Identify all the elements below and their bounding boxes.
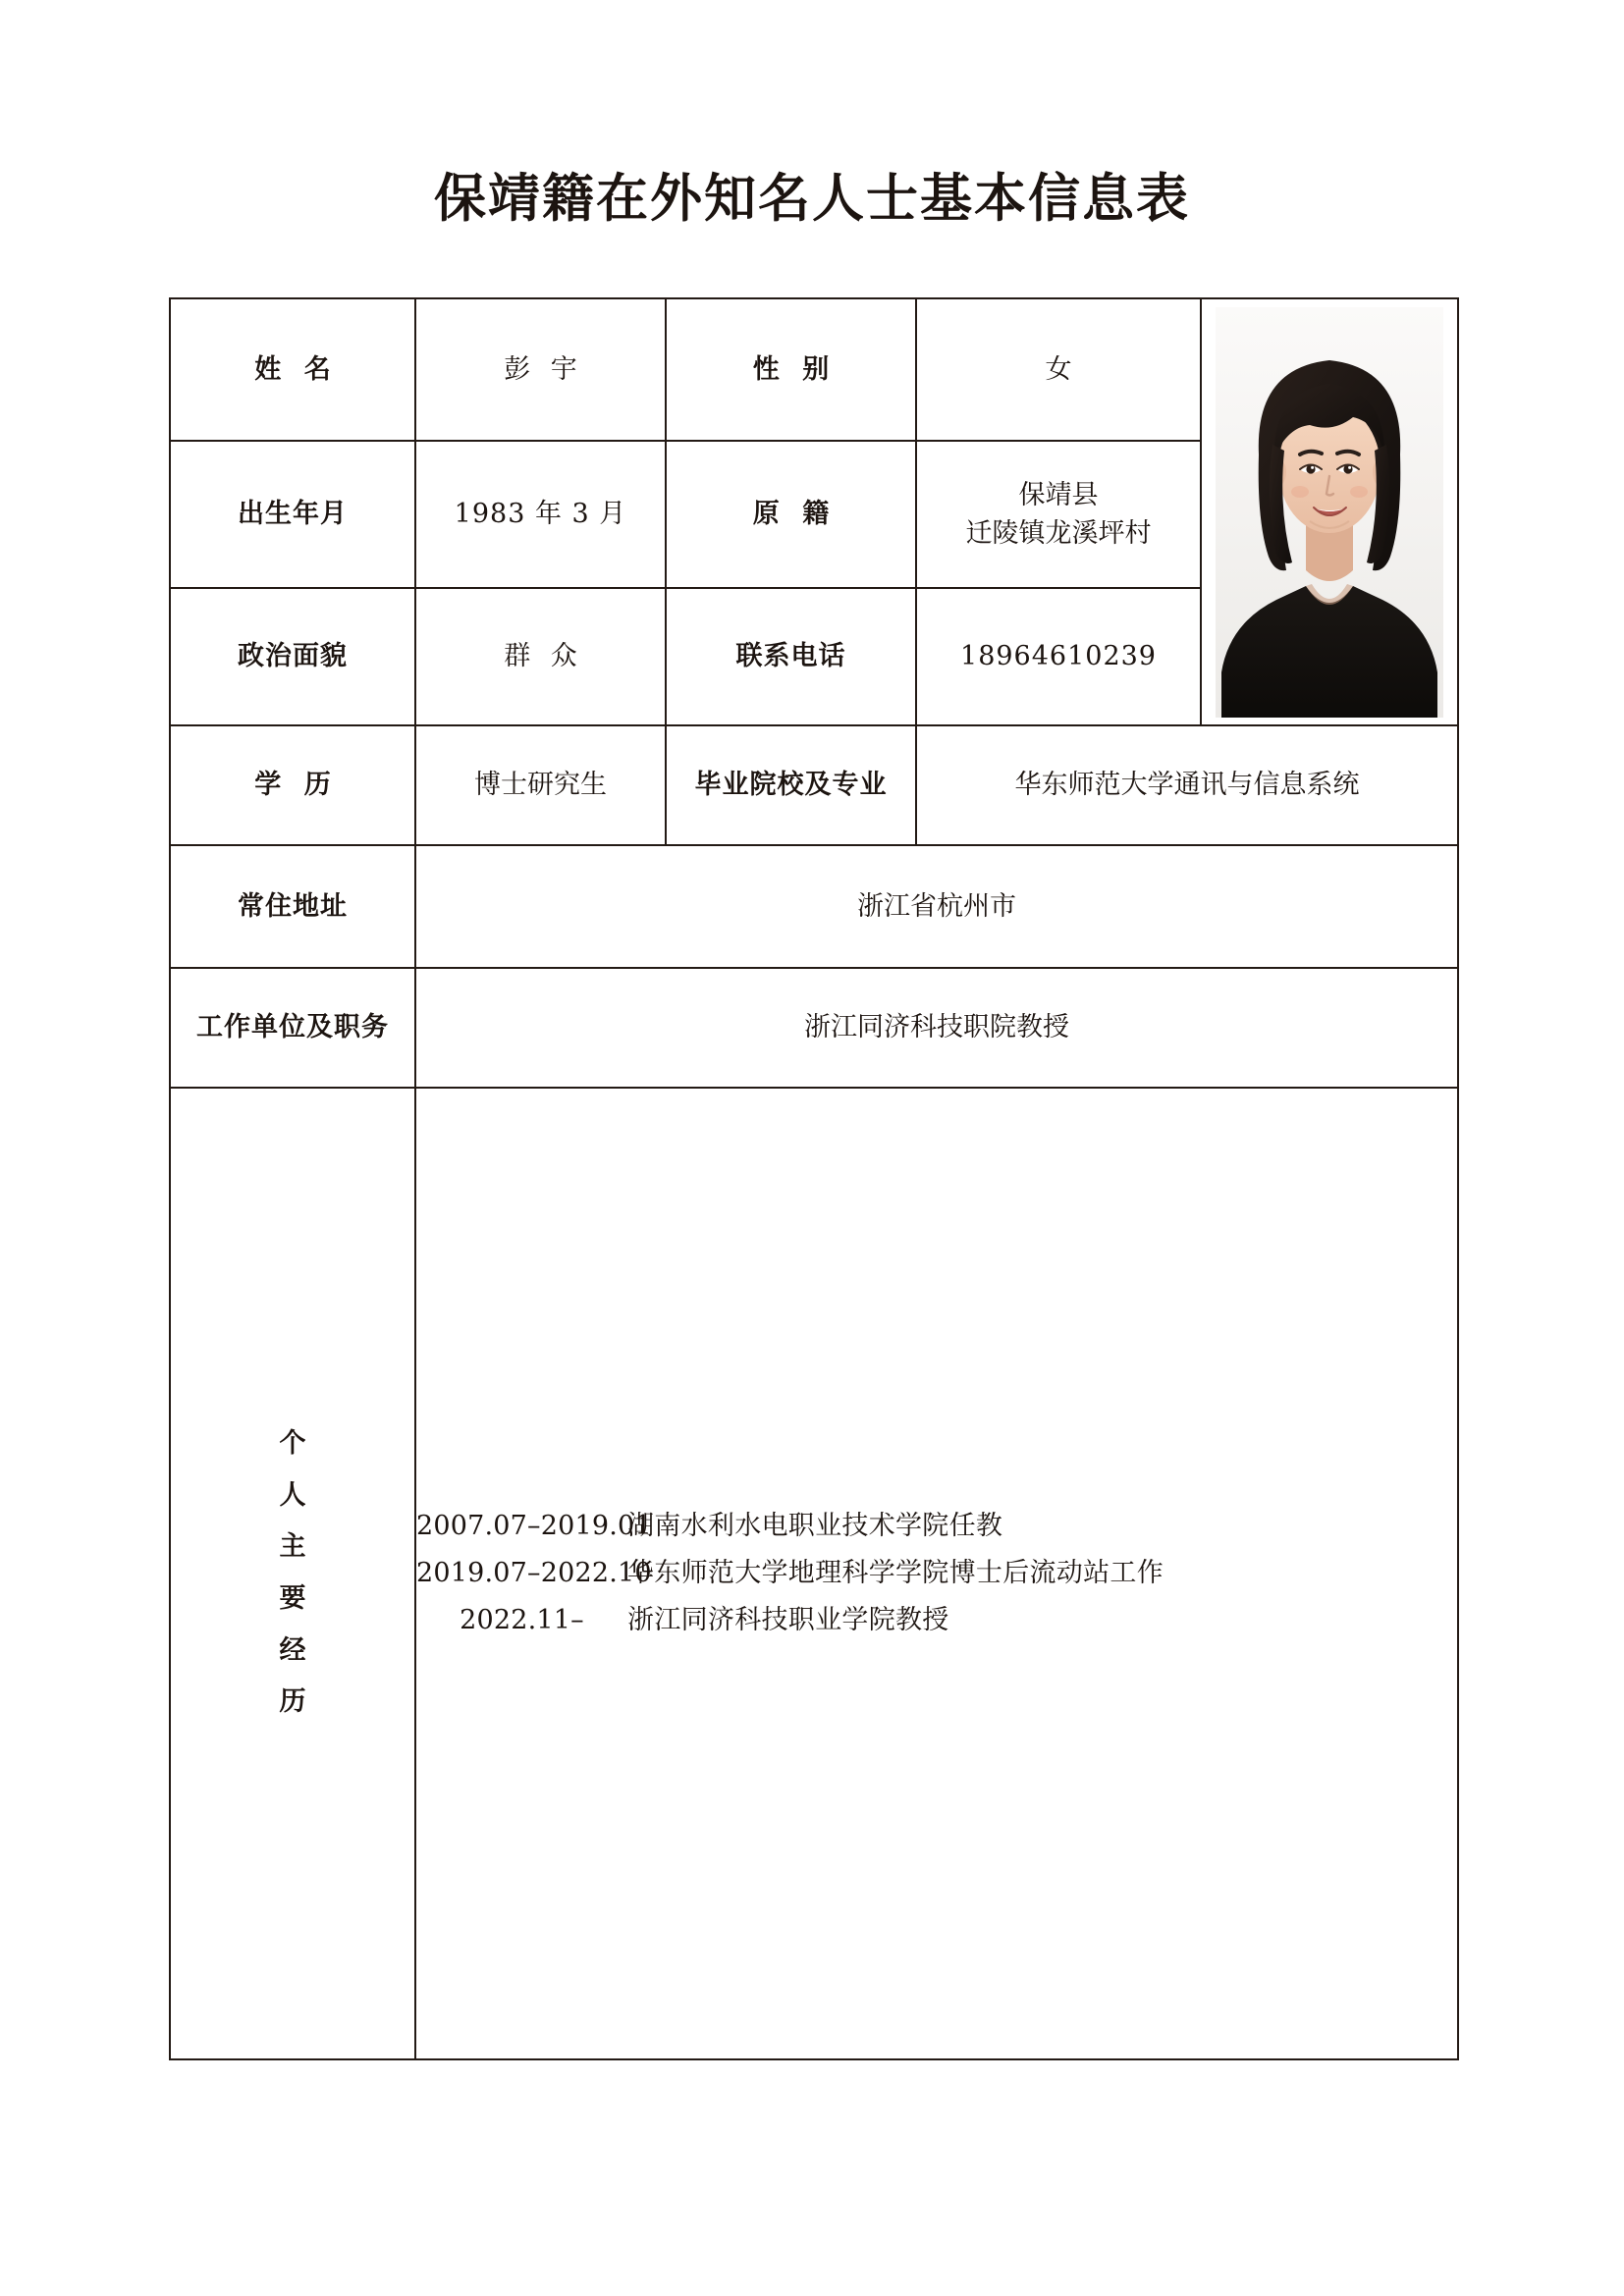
portrait-illustration [1216, 307, 1443, 718]
origin-line-1: 保靖县 [1018, 479, 1099, 510]
portrait-photo [1216, 307, 1443, 718]
value-personal-experience [415, 1088, 1458, 2059]
info-table-container [169, 297, 1457, 2060]
experience-label-char-5: 历 [279, 1686, 306, 1718]
value-political-status: 群 众 [415, 588, 666, 725]
label-political-status: 政治面貌 [170, 588, 415, 725]
value-residence-address: 浙江省杭州市 [415, 845, 1458, 968]
experience-period: 2007.07–2019.01 [416, 1510, 652, 1541]
table-row-experience [170, 1088, 1458, 2059]
origin-line-2: 迁陵镇龙溪坪村 [965, 518, 1152, 549]
table-row-address [170, 845, 1458, 968]
experience-description: 湖南水利水电职业技术学院任教 [627, 1510, 1003, 1541]
label-origin: 原 籍 [666, 441, 916, 588]
label-birth-date: 出生年月 [170, 441, 415, 588]
experience-item [416, 1597, 1457, 1644]
experience-description: 华东师范大学地理科学学院博士后流动站工作 [627, 1557, 1164, 1588]
experience-label-char-1: 人 [279, 1479, 306, 1511]
table-row-education [170, 725, 1458, 845]
table-row-work [170, 968, 1458, 1088]
experience-description: 浙江同济科技职业学院教授 [627, 1605, 949, 1636]
vertical-label-experience [280, 1418, 306, 1729]
label-residence-address: 常住地址 [170, 845, 415, 968]
experience-period: 2022.11– [460, 1605, 584, 1636]
personal-info-table [169, 297, 1459, 2060]
table-row-name [170, 298, 1458, 441]
experience-label-char-2: 主 [279, 1531, 306, 1563]
label-name: 姓 名 [170, 298, 415, 441]
label-work-unit: 工作单位及职务 [170, 968, 415, 1088]
experience-label-char-3: 要 [279, 1583, 306, 1614]
label-phone: 联系电话 [666, 588, 916, 725]
value-work-unit: 浙江同济科技职院教授 [415, 968, 1458, 1088]
experience-list [416, 1503, 1457, 1644]
value-education: 博士研究生 [415, 725, 666, 845]
value-school-major: 华东师范大学通讯与信息系统 [916, 725, 1458, 845]
experience-label-char-0: 个 [279, 1428, 306, 1460]
label-education: 学 历 [170, 725, 415, 845]
label-gender: 性 别 [666, 298, 916, 441]
value-birth-date: 1983 年 3 月 [415, 441, 666, 588]
experience-item [416, 1503, 1457, 1550]
value-gender: 女 [916, 298, 1201, 441]
experience-label-char-4: 经 [279, 1634, 306, 1666]
photo-cell [1201, 298, 1458, 725]
value-name: 彭 宇 [415, 298, 666, 441]
label-school-major: 毕业院校及专业 [666, 725, 916, 845]
experience-period: 2019.07–2022.10 [416, 1557, 652, 1588]
value-phone: 18964610239 [916, 588, 1201, 725]
experience-item [416, 1550, 1457, 1597]
value-origin [916, 441, 1201, 588]
label-personal-experience [170, 1088, 415, 2059]
page-title: 保靖籍在外知名人士基本信息表 [434, 168, 1190, 229]
photo-frame [1216, 307, 1443, 718]
